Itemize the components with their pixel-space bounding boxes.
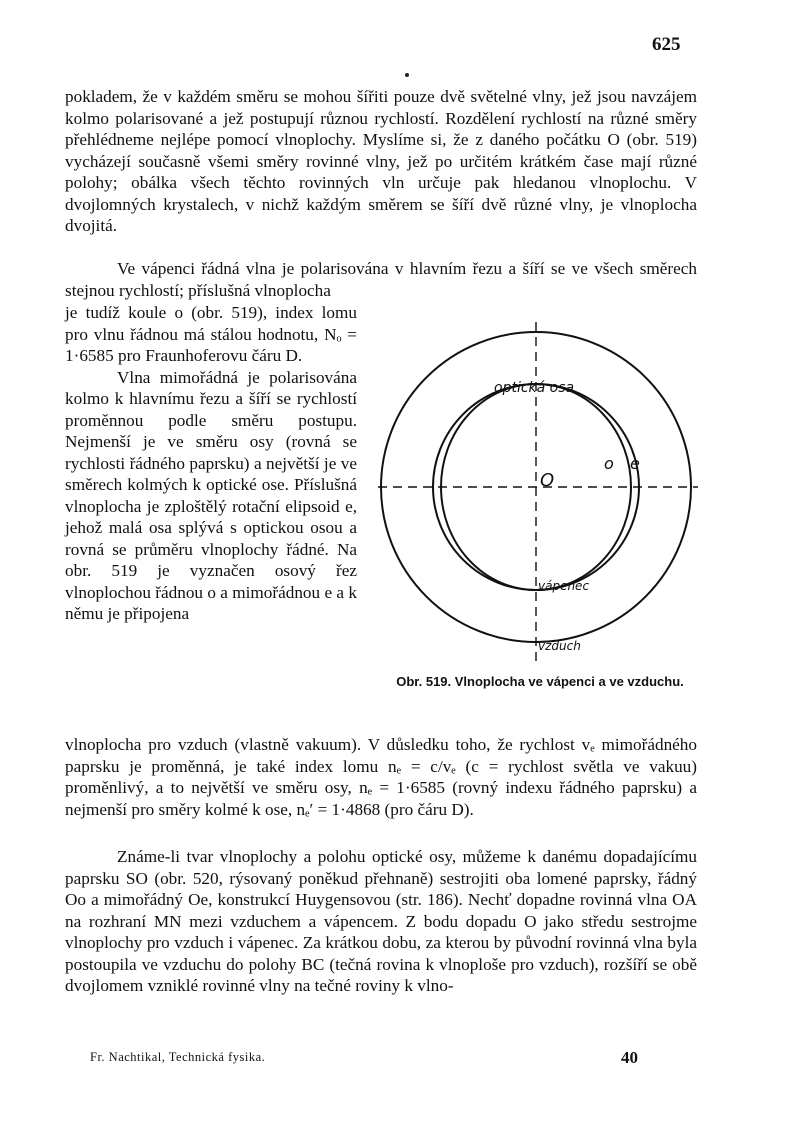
label-o: o	[604, 454, 614, 473]
paragraph-3-column	[65, 367, 357, 625]
paragraph-3-continued: vlnoplocha pro vzduch (vlastně vakuum). V důsledku toho, že rychlost vₑ mimořádného paprsku je proměnná, je také index lomu nₑ = c/vₑ (c = rychlost světla ve vakuu) proměnlivý, a to největší ve směru osy, nₑ = 1·6585 (rovný indexu řádného paprsku) a nejmenší pro směry kolmé k ose, nₑ′ = 1·4868 (pro čáru D).	[65, 735, 697, 819]
label-optical-axis: optická osa	[494, 380, 575, 396]
label-calcite: vápenec	[538, 579, 590, 593]
wavefront-diagram	[378, 322, 698, 662]
label-air: vzduch	[538, 639, 581, 653]
paragraph-3-column-text: Vlna mimořádná je polarisována kolmo k hlavnímu řezu a šíří se rychlostí proměnnou podle směru postupu. Nejmenší je ve směru osy (rovná se rychlosti řádného paprsku) a největší je ve směrech kolmých k optické ose. Příslušná vlnoplocha je zploštělý rotační elipsoid e, jehož malá osa splývá s optickou osou a rovná se průměru vlnoplochy řádné. Na obr. 519 je vyznačen osový řez vlnoplochou řádnou o a mimořádnou e a k němu je připojena	[65, 367, 357, 623]
paragraph-1: pokladem, že v každém směru se mohou šířiti pouze dvě světelné vlny, jež jsou navzájem kolmo polarisované a jež postupují různou rychlostí. Rozdělení rychlostí na různé směry přehlédneme nejlépe pomocí vlnoplochy. Myslíme si, že z daného počátku O (obr. 519) vycházejí současně všemi směry rovinné vlny, jež po určitém krátkém čase mají různé polohy; obálka všech těchto rovinných vln určuje pak hledanou vlnoplochu. V dvojlomných krystalech, v nichž každým směrem se šíří dvě různé vlny, je vlnoplocha dvojitá.	[65, 87, 697, 235]
paragraph-4-text: Známe-li tvar vlnoplochy a polohu optické osy, můžeme k danému dopadajícímu paprsku SO (obr. 520, rýsovaný poněkud přehnaně) sestrojiti oba lomené paprsky, řádný Oo a mimořádný Oe, konstrukcí Huygensovou (str. 186). Nechť dopadne rovinná vlna OA na rozhraní MN mezi vzduchem a vápencem. Z bodu dopadu O jako středu sestrojme vlnoplochy pro vzduch i vápenec. Za krátkou dobu, za kterou by původní rovinná vlna byla postoupila ve vzduchu do polohy BC (tečná rovina k vlnoploše pro vzduch), rozšíří se obě dvojlomem vzniklé rovinné vlny na tečné roviny k vlno-	[65, 847, 697, 995]
page-number: 625	[652, 34, 681, 55]
paragraph-2-full-line	[65, 258, 697, 301]
paragraph-2	[65, 258, 697, 301]
footer-sheet-number: 40	[621, 1048, 638, 1067]
label-e: e	[630, 454, 640, 473]
figure-519	[378, 322, 698, 662]
paragraph-4	[65, 846, 697, 997]
label-center-O: O	[540, 470, 555, 491]
figure-caption: Obr. 519. Vlnoplocha ve vápenci a ve vzduchu.	[396, 674, 684, 689]
print-dot	[405, 73, 409, 77]
footer-source: Fr. Nachtikal, Technická fysika.	[90, 1050, 266, 1064]
left-column-text	[65, 302, 357, 625]
paragraph-2-column: je tudíž koule o (obr. 519), index lomu pro vlnu řádnou má stálou hodnotu, Nₒ = 1·6585 pro Fraunhoferovu čáru D.	[65, 303, 357, 365]
paragraph-2-text: Ve vápenci řádná vlna je polarisována v hlavním řezu a šíří se ve všech směrech stejnou rychlostí; příslušná vlnoplocha	[65, 259, 697, 300]
